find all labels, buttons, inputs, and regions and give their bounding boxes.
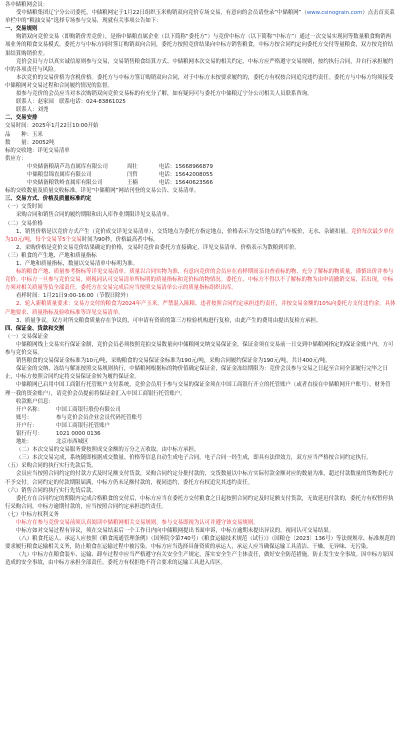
contract-text: （三）本次交易完成，系统随即根据成交数量、价格等信息自动生成电子合同。电子合同一经生成，即具有法律效力，双方应当严格按合同约定执行。 <box>16 455 372 462</box>
bank-account-name <box>5 406 396 414</box>
winner-duties-text: 中标方如对交易过程有异议，须在交易结束后一个工作日内向中储粮网提出书面申诉，中标方逾期未提出异议的，视同认可交易结果。 <box>16 528 335 535</box>
bank-no-value: 1021 0000 0136 <box>56 430 101 437</box>
bank-addr-value: 北京市西城区 <box>56 439 89 446</box>
price-text-1 <box>5 228 396 244</box>
quality-text-4: 3、质量争议。双方对所交粮食质量存在争议的，可申请有资质的第三方检验机构进行复检，由此产生的费用由提出复检方承担。 <box>16 317 322 324</box>
sub-heading-quality: （三）粮食的产生地、产地和质量指标 <box>5 252 97 259</box>
vendor-name: 中储粮盘锦直属库有限公司 <box>27 171 92 178</box>
price-text-1b: 竞价每次最少单位为10元/吨，每个交易节5个交易 <box>5 228 395 243</box>
price-text-2: 2、采购价格是竞价交易竞价结果确定的价格，交易时竞价由委托方直接确定，详见交易清单，价格表示为散粮到库价。 <box>16 244 300 251</box>
bank-acct-label: 账号： <box>16 414 33 421</box>
trade-time: 交易时间：2025年1月22日10:00开始 <box>5 123 99 130</box>
vendor-row <box>5 171 396 179</box>
deposit-text-4: 中储粮网已启用中国工商银行托管账户支付系统，竞价会员用于参与交易的保证金须在中国工商银行开立的托管账户（或者直接在中储粮网开户账号），财务管理一我的资金账户），请竞价会员提前将保证金汇入中国工商银行托管账户。 <box>5 382 391 397</box>
deposit-text-1: 中储粮网线上交易实行保证金制，竞价会员必须按照竞拍交易数量向中储粮网交纳交易保证金，保证金须在交易前一日交到中储粮网指定的保证金账户内，方可参与竞价交易。 <box>5 341 394 357</box>
sub-heading-delivery-time: （一）交货时间 <box>5 204 43 211</box>
sub-heading-price: （二）交易价格 <box>5 220 43 227</box>
variety: 品 种：玉米 <box>5 131 43 138</box>
site-link[interactable]: www.csinograin.com <box>306 10 363 17</box>
service-fee-text: （二）本次交易的交易服务费按照成交金额的万分之五收取，由中标方承担。 <box>16 447 200 454</box>
inspection-time: 看样时间：1月21日9:00-16:00（节假日除外） <box>16 293 132 300</box>
bank-no-label: 银行行号： <box>16 430 43 437</box>
vendor-name: 中央储备粮铁岭直属库有限公司 <box>27 180 103 187</box>
section-3-heading: 三、交易方式、价格及质量标准约定 <box>5 196 92 203</box>
quantity: 数 量：20052吨 <box>5 139 55 146</box>
vendor-row <box>5 163 396 171</box>
intro-text-2: ）点击首页菜单栏中的“粮油交易”选择专场参与交易，现就有关事项公告如下： <box>5 10 395 25</box>
winner-duties-red: 中标方在参与竞价交易前须认真阅读中储粮网相关交易规则，参与交易即视为认可并遵守该交易规则。 <box>16 520 259 526</box>
rule-1: 购销双向竞价交易（即购销价差竞价），是指中储粮直属企业（以下简称“委托方”）与竞价中标方（以下简称“中标方”）通过一次交易实现同等数量粮食购销两项业务的粮食交易模式。委托方与中标方同时签订购销双向合同，委托方按照竞价结果向中标方销售粮食，中标方按合同约定向委托方交付等量粮食，双方按竞价结果结算购销价差。 <box>5 34 394 57</box>
price-text-1c: 时间为90秒，价格最高者中标。 <box>81 236 159 243</box>
vendor-phone: 电话：15642008055 <box>159 171 213 178</box>
bank-number <box>5 430 396 438</box>
quality-text-3: 2、轮入新粮质量要求：交易方交付的粮食为2024年产玉米，严禁混入陈粮、违者按照合同约定承担违约责任，并按交易金额的10%向委托方支付违约金。具体产地要求、质量指标及验收标准等详见交易清单。 <box>5 301 396 316</box>
delivery-place: 标的交收地：详见交易清单 <box>5 147 70 154</box>
contact-2: 联系人：刘尧 <box>16 107 49 114</box>
vendor-phone: 电话：15640623566 <box>159 180 213 187</box>
bank-name-value: 中国工商银行股份有限公司 <box>56 406 121 413</box>
vendor-person: 王楠 <box>127 180 138 187</box>
safety-text: （九）中标方在粮食装车、运输、卸车过程中应当严格遵守有关安全生产规定，落实安全生产主体责任，做好安全防范措施，防止发生安全事故。因中标方原因造成的安全事故，由中标方承担全部责任。委托方有权拒绝不符合要求的运输工具进入库区。 <box>5 552 394 567</box>
price-text-1a: 1、销售价格是以竞价方式产生（竞价成交详见交易清单），交货地点为委托方指定地点，价格表示为交货地点的汽车板价，无水、杂铺扣量。 <box>16 228 351 235</box>
sub-heading-purchase-exec: （五）采购合同的执行实行先款后货。 <box>5 463 97 470</box>
sub-heading-sale-exec: （六）销售合同的执行实行先货后款。 <box>5 487 97 494</box>
bank-address <box>5 438 396 446</box>
bank-branch-label: 开户行： <box>16 422 38 429</box>
bank-branch-value: 中国工商银行托管账户 <box>56 422 110 429</box>
bank-branch <box>5 422 396 430</box>
rule-4: 拟参与竞价的会员应当对本次购销双向竞价交易标的有充分了解，如有疑问可与委托方中储粮辽宁分公司相关人员联系咨询。 <box>16 91 313 98</box>
quality-note: 标的交收数量及质量交收标准，详见“中储粮网”网站刊登的交易公告、交易清单。 <box>5 188 200 195</box>
deposit-text-2: 销售粮食的交易保证金标准为10元/吨，采购粮食的交易保证金标准为190元/吨，采购合同履约保证金为190元/吨，共计400元/吨。 <box>16 358 331 365</box>
delivery-time-text: 采购合同和销售合同的履约期限和出入库作业期限详见交易清单。 <box>16 212 173 219</box>
bank-account-number <box>5 414 396 422</box>
transport-text: （八）粮食托运人、承运人应按照《粮食流通管理条例》（国务院令第740号）《粮食运输技术规范（试行）》（国粮仓〔2023〕136号）等法规规章、标准规范的要求履行粮食运输相关义务，防止粮食在运输过程中被污染。中标方应当选择具备资质的承运人，承运人应当确保运输工具清洁、干燥、无异味、无污染。 <box>5 536 396 551</box>
vendor-row <box>5 179 396 187</box>
bank-acct-value: 参与竞价会员企业会员代码托管账号 <box>56 414 143 421</box>
bank-addr-label: 地址： <box>16 439 33 446</box>
sale-exec-text: 委托方在合同约定的期限内完成合格粮食的交付后，中标方应当在委托方交付粮食之日起按照合同约定及时足额支付货款，无故延迟付款的，委托方有权暂停执行采购合同。中标方逾期付款的，应当按照合同约定承担违约责任。 <box>5 495 394 510</box>
intro <box>5 9 396 25</box>
vendor-person: 闫哲 <box>127 171 138 178</box>
rule-3: 本次竞价的交易价格为含税价格。委托方与中标方签订购销双向合同，对于中标方未按要求履约的，委托方有权按合同追究违约责任。委托方与中标方均须接受中储粮网对交易过程和合同履约情况的监督。 <box>5 74 394 89</box>
purchase-exec-text: 会员应当按照合同约定的付款方式及时足额支付货款，采购合同约定分批付款的，交货数量以中标方实际付款金额对应的数量为准，超过付款数量的货物委托方不予交付。合同约定的付款期限届满，中标方仍未足额付款的，视同违约，委托方有权追究其违约责任。 <box>5 471 394 486</box>
vendor-phone: 电话：15668966879 <box>159 163 213 170</box>
deposit-text-3: 保证金的交纳、冻结与解冻按照交易规则执行，中储粮网根据标的物价值确定保证金，保证金冻结期限为：竞价会员参与交易之日起至合同全部履行完毕之日止，中标方按照合同约定将交易保证金转为履约保证金。 <box>5 366 388 381</box>
greeting: 各中储粮网会员： <box>5 2 49 8</box>
intro-text-1: 受中储粮集团辽宁分公司委托，中储粮网定于1月22日组织玉米购销双向竞价专场交易，有意向的会员请登录“中储粮网”（ <box>16 10 307 17</box>
bank-name-label: 开户名称： <box>16 406 43 413</box>
section-1-heading: 一、交易规则 <box>5 26 38 33</box>
bank-intro: 收款账户信息： <box>16 398 54 405</box>
section-2-heading: 二、交易安排 <box>5 115 38 122</box>
quality-text-2: 标的粮食产地、质量参考指标等详见交易清单。质量以合同实物为准，有意向竞价的会员应在看样期间亲自查看标的物，充分了解标的物质量，谨慎出价并参与竞价。中标方一旦参与竞价交易，则视同认可交易清单所标明的质量指标和竞价标的物情况。委托方、中标方不得以不了解标的物为由申请撤销交易，若出现，中标方须对相关质量等负全部责任。委托方在交易完成后应当按照交易清单公示的质量指标组织出库。 <box>5 269 394 292</box>
rule-2: 竞价会员与方以真实诚信原则参与交易，交易销售粮食结算方式、中储粮网本次交易的相关约定、中标方应严格遵守交易规则，按约执行合同，并自行承担履约中的各项责任与风险。 <box>5 58 394 73</box>
section-4-heading: 四、保证金、货款和交割 <box>5 325 65 332</box>
vendor-person: 周壮 <box>127 163 138 170</box>
contact-1: 联系人：赵家园 联系电话：024-83861025 <box>16 99 126 106</box>
sub-heading-deposit: （一）交易保证金 <box>5 333 49 340</box>
sub-heading-winner-duties: （七）中标方权利义务 <box>5 511 59 518</box>
vendor-heading: 供应方： <box>5 155 27 162</box>
vendor-name: 中央储备粮葫芦岛直属库有限公司 <box>27 163 108 170</box>
quality-text-1: 1、产地和质量指标，数量以交易清单中标明为准。 <box>16 261 139 267</box>
